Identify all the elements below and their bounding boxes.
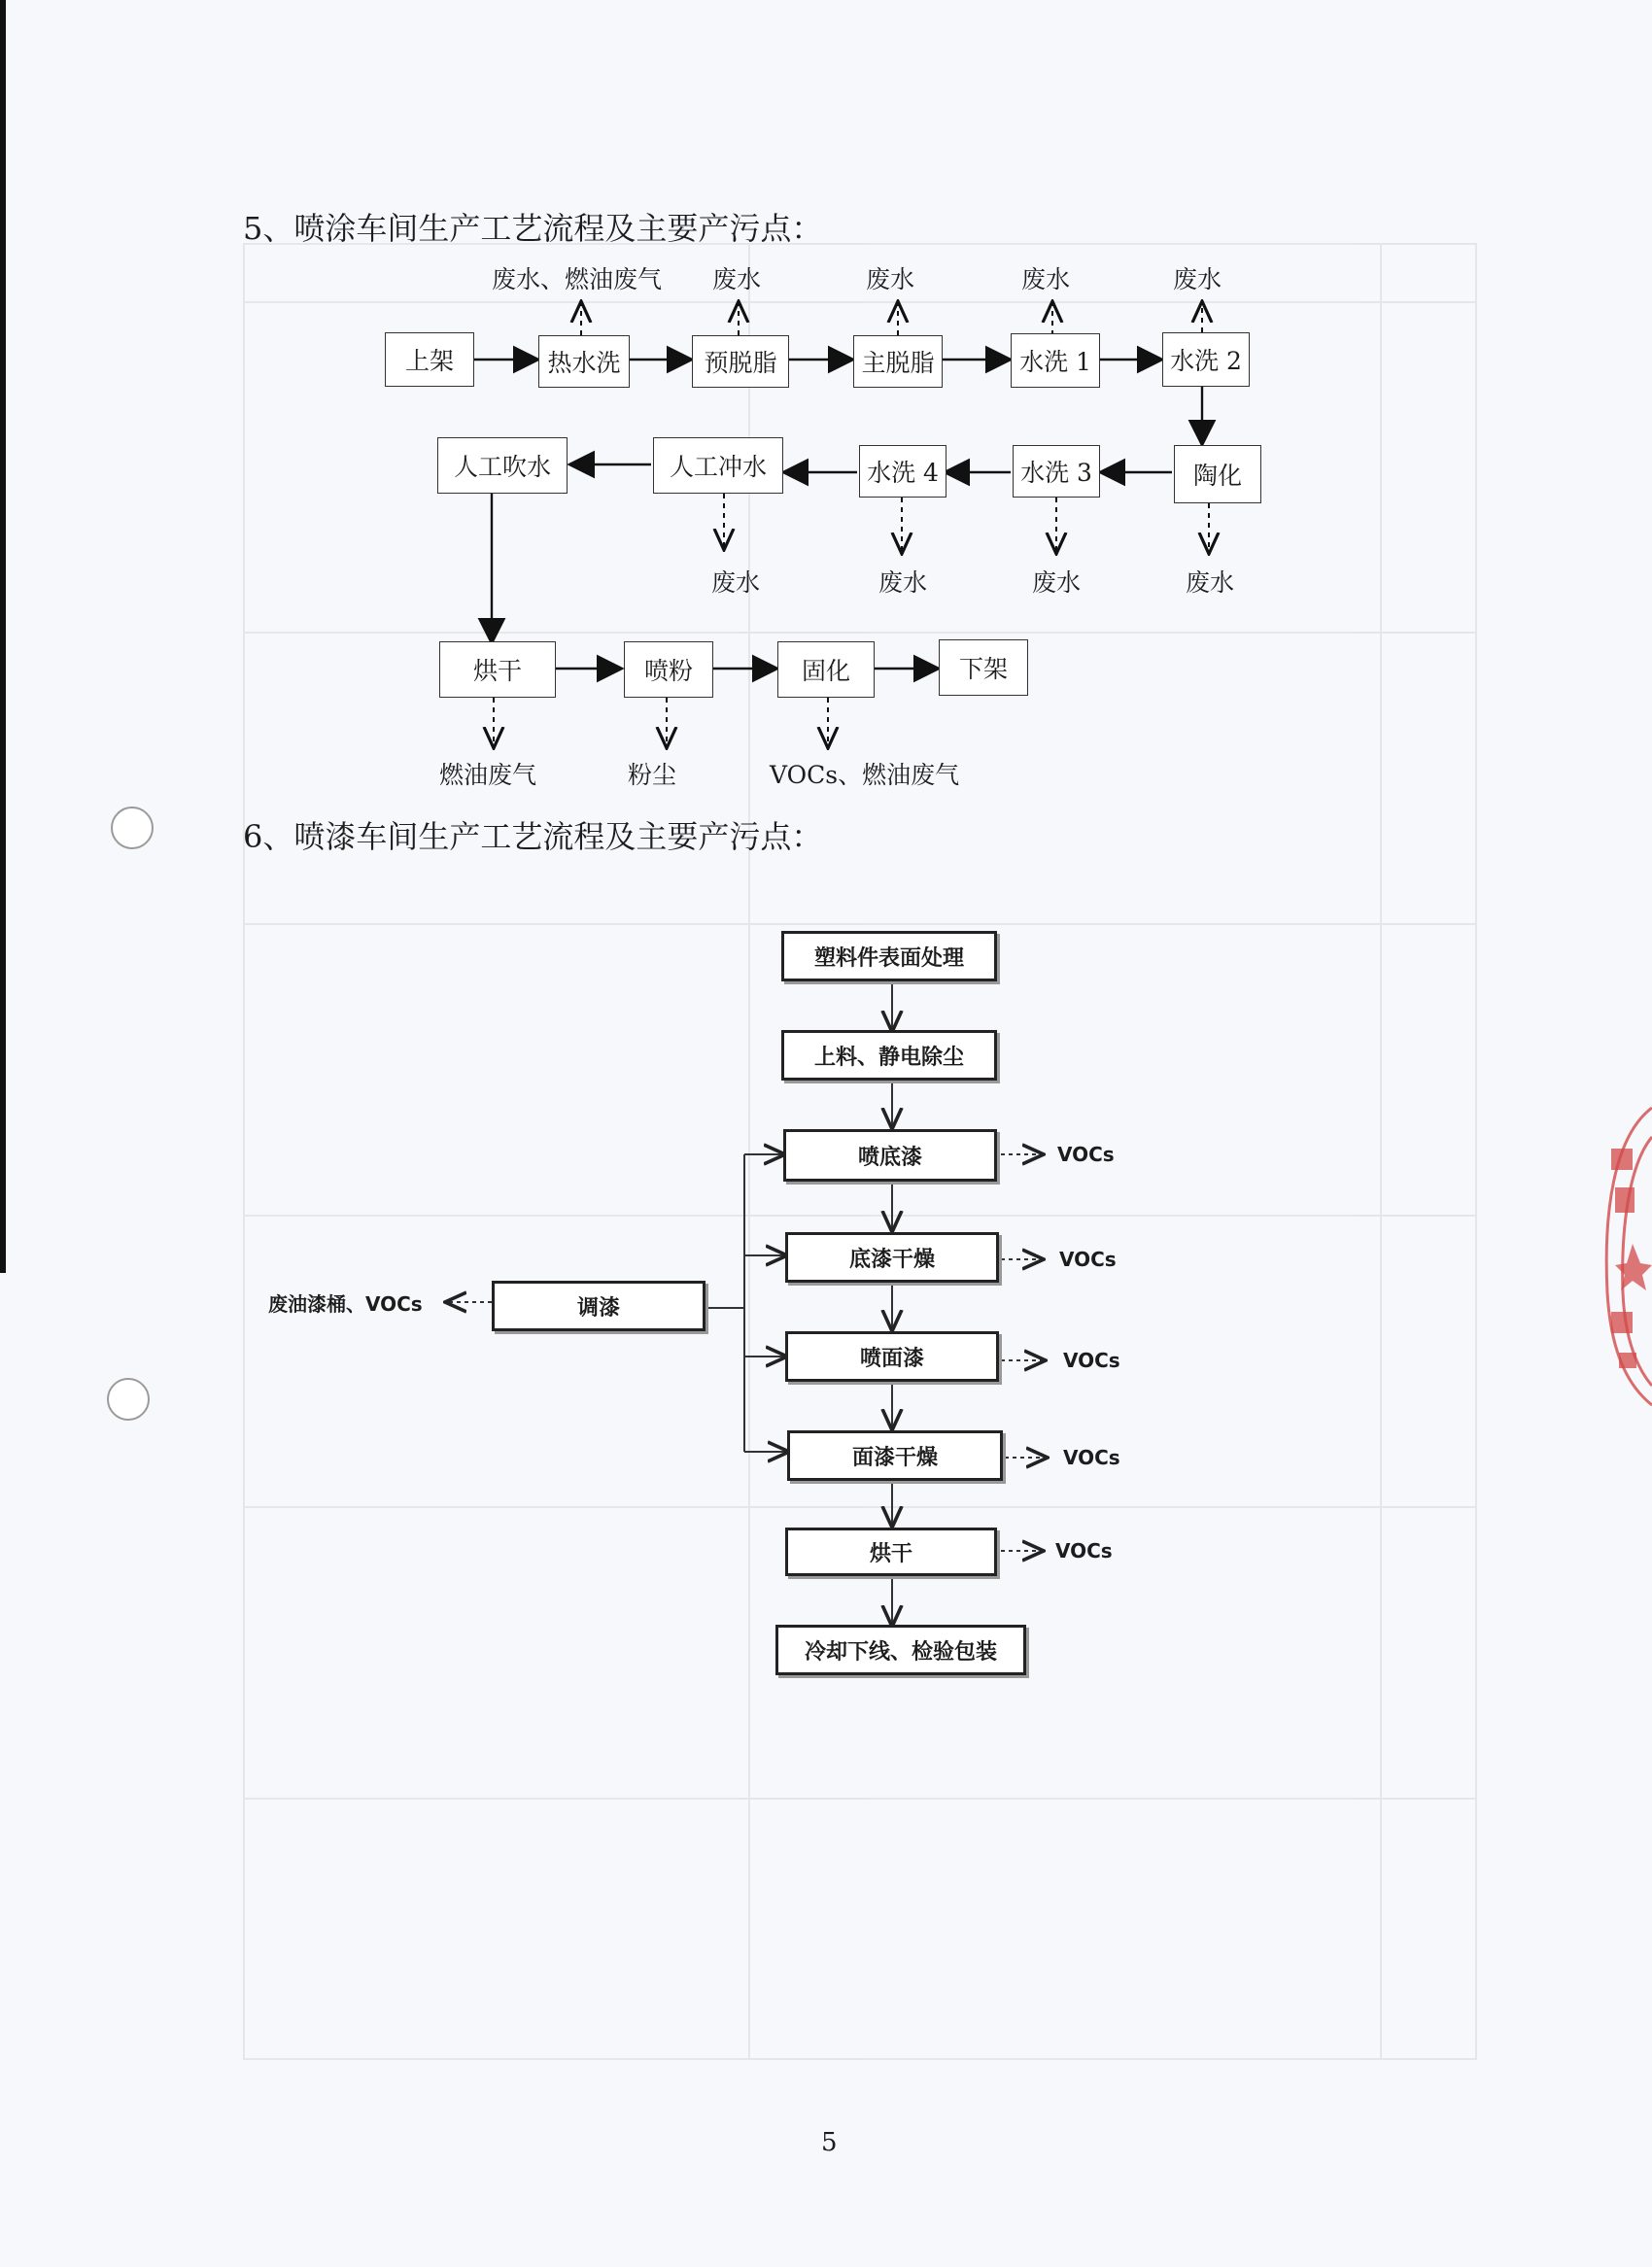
output-water-wash-4: 废水: [878, 568, 928, 597]
output-water-wash-1: 废水: [1021, 265, 1071, 293]
output-powder-spray: 粉尘: [628, 761, 677, 789]
output-bake: VOCs: [1055, 1539, 1113, 1563]
step-hot-wash: 热水洗: [538, 335, 630, 388]
step-ceramic-coat: 陶化: [1174, 445, 1261, 503]
output-ceramic-coat: 废水: [1186, 568, 1235, 597]
step-manual-rinse: 人工冲水: [653, 437, 783, 494]
output-topcoat-dry: VOCs: [1063, 1446, 1120, 1469]
step-load: 上架: [385, 332, 474, 387]
step-surface-treatment: 塑料件表面处理: [781, 931, 997, 981]
page-number: 5: [821, 2128, 838, 2157]
output-pre-degrease: 废水: [712, 265, 762, 293]
output-hot-wash: 废水、燃油废气: [492, 265, 663, 293]
output-dry: 燃油废气: [439, 761, 537, 789]
output-water-wash-3: 废水: [1032, 568, 1082, 597]
output-paint-mixing: 废油漆桶、VOCs: [268, 1292, 423, 1316]
step-pre-degrease: 预脱脂: [692, 335, 789, 388]
step-spray-primer: 喷底漆: [783, 1129, 997, 1182]
step-cure: 固化: [777, 641, 875, 698]
section5-heading: 5、喷涂车间生产工艺流程及主要产污点：: [243, 210, 823, 247]
output-manual-rinse: 废水: [711, 568, 761, 597]
step-powder-spray: 喷粉: [624, 641, 713, 698]
section6-heading: 6、喷漆车间生产工艺流程及主要产污点：: [243, 818, 823, 855]
step-water-wash-2: 水洗 2: [1162, 332, 1250, 387]
step-paint-mixing: 调漆: [492, 1281, 706, 1331]
step-main-degrease: 主脱脂: [853, 335, 943, 388]
step-primer-dry: 底漆干燥: [785, 1232, 999, 1283]
output-water-wash-2: 废水: [1173, 265, 1222, 293]
step-water-wash-3: 水洗 3: [1013, 445, 1100, 498]
step-topcoat-dry: 面漆干燥: [787, 1430, 1003, 1481]
step-manual-blow: 人工吹水: [437, 437, 568, 494]
step-unload: 下架: [939, 639, 1028, 696]
output-main-degrease: 废水: [866, 265, 915, 293]
step-spray-topcoat: 喷面漆: [785, 1331, 999, 1382]
step-water-wash-1: 水洗 1: [1011, 333, 1100, 388]
step-dry: 烘干: [439, 641, 556, 698]
seal-stamp: [1594, 1098, 1652, 1409]
step-cool-inspect-pack: 冷却下线、检验包装: [775, 1625, 1026, 1675]
output-spray-primer: VOCs: [1057, 1143, 1115, 1166]
step-water-wash-4: 水洗 4: [859, 445, 946, 498]
output-spray-topcoat: VOCs: [1063, 1349, 1120, 1372]
step-bake: 烘干: [785, 1528, 997, 1576]
output-cure: VOCs、燃油废气: [770, 761, 960, 789]
output-primer-dry: VOCs: [1059, 1248, 1117, 1271]
step-load-dedust: 上料、静电除尘: [781, 1030, 997, 1081]
